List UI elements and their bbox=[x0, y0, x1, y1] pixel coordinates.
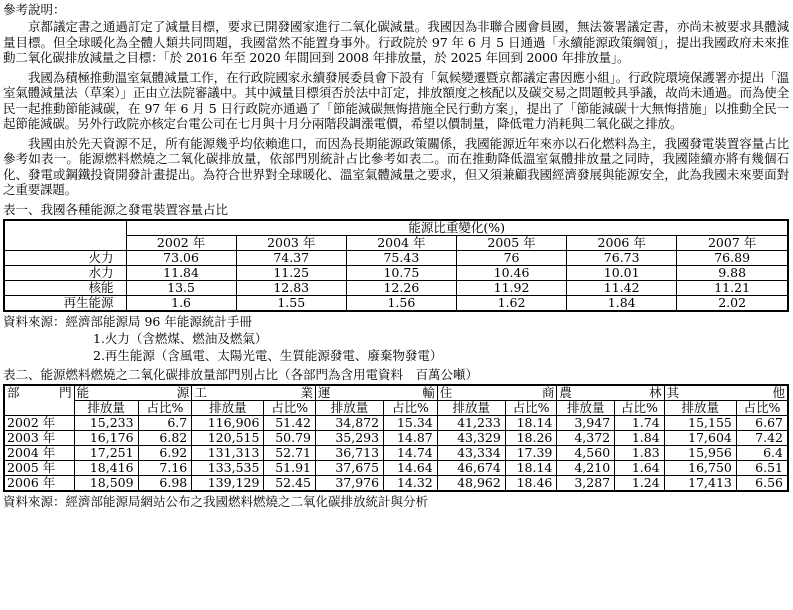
table1-year-header: 2007 年 bbox=[677, 235, 788, 250]
table2-cell: 7.42 bbox=[736, 430, 788, 445]
table2-cell: 3,947 bbox=[557, 415, 615, 430]
table2-subheader-row bbox=[4, 400, 788, 415]
paragraph-energy: 我國由於先天資源不足，所有能源幾乎均依賴進口，而因為長期能源政策關係，我國能源近年來亦以石化燃料為主，我國發電裝置容量占比參考如表一。能源燃料燃燒之二氧化碳排放量，依部門別統計占比參考如表二。而在推動降低溫室氣體排放量之同時，我國陸續亦將有幾個石化、發電或鋼鐵投資開發計畫提出。為符合世界對全球暖化、溫室氣體減量之要求，但又須兼顧我國經濟發展與能源安全，此為我國未來要面對之重要課題。 bbox=[3, 135, 789, 197]
table2-cell: 50.79 bbox=[264, 430, 316, 445]
table1-cell: 11.21 bbox=[677, 280, 788, 295]
table2-cell: 17,413 bbox=[664, 475, 736, 491]
table2-cell: 18.46 bbox=[505, 475, 557, 491]
table1-group-header-row bbox=[4, 220, 788, 236]
table2-cell: 43,329 bbox=[437, 430, 505, 445]
table2-cell: 14.64 bbox=[384, 460, 438, 475]
table2-cell: 52.45 bbox=[264, 475, 316, 491]
table1-cell: 10.01 bbox=[567, 265, 677, 280]
table2-cell: 18.26 bbox=[505, 430, 557, 445]
table2-cell: 15,155 bbox=[664, 415, 736, 430]
sector-char: 商 bbox=[541, 384, 555, 400]
table2-cell: 17.39 bbox=[505, 445, 557, 460]
table2-subheader-pct: 占比% bbox=[264, 400, 316, 415]
table2-corner-mid: 門 bbox=[59, 384, 72, 400]
table2-cell: 35,293 bbox=[316, 430, 384, 445]
table2-cell: 43,334 bbox=[437, 445, 505, 460]
table2-subheader-amount: 排放量 bbox=[192, 400, 264, 415]
table1-year-header: 2004 年 bbox=[346, 235, 456, 250]
table2-sector-row bbox=[4, 385, 788, 401]
table1-cell: 10.46 bbox=[456, 265, 566, 280]
table2-cell: 1.74 bbox=[615, 415, 665, 430]
sector-char: 能 bbox=[76, 384, 90, 400]
table1-note: 2.再生能源（含風電、太陽光電、生質能源發電、廢棄物發電） bbox=[93, 347, 443, 363]
table2-row-year: 2003 年 bbox=[4, 430, 74, 445]
table2-cell: 1.84 bbox=[615, 430, 665, 445]
table1-cell: 11.42 bbox=[567, 280, 677, 295]
table2-cell: 6.67 bbox=[736, 415, 788, 430]
sector-char: 住 bbox=[439, 384, 453, 400]
table1-cell: 13.5 bbox=[126, 280, 236, 295]
table2-cell: 6.7 bbox=[138, 415, 192, 430]
table2-cell: 6.4 bbox=[736, 445, 788, 460]
table2-cell: 18,416 bbox=[74, 460, 138, 475]
table2-sector-header bbox=[316, 385, 438, 401]
table2-subheader-amount: 排放量 bbox=[316, 400, 384, 415]
table1-note: 1.火力（含燃煤、燃油及燃氣） bbox=[93, 330, 268, 346]
table2-cell: 36,713 bbox=[316, 445, 384, 460]
table2-subheader-pct: 占比% bbox=[138, 400, 192, 415]
table2-subheader-pct: 占比% bbox=[615, 400, 665, 415]
table2-subheader-amount: 排放量 bbox=[437, 400, 505, 415]
table2-cell: 6.92 bbox=[138, 445, 192, 460]
sector-char: 林 bbox=[649, 384, 662, 400]
table2-subheader-amount: 排放量 bbox=[557, 400, 615, 415]
table2-cell: 18.14 bbox=[505, 415, 557, 430]
sector-char: 輸 bbox=[422, 384, 435, 400]
sector-char: 運 bbox=[318, 384, 331, 400]
table2-cell: 51.91 bbox=[264, 460, 316, 475]
table2-cell: 15,233 bbox=[74, 415, 138, 430]
sector-char: 業 bbox=[300, 384, 314, 400]
document-body bbox=[3, 2, 789, 510]
table1-year-header: 2002 年 bbox=[126, 235, 236, 250]
table1-cell: 1.56 bbox=[346, 295, 456, 311]
table1-cell: 11.92 bbox=[456, 280, 566, 295]
table1-cell: 12.83 bbox=[236, 280, 346, 295]
table2-source: 資料來源：經濟部能源局網站公布之我國燃料燃燒之二氧化碳排放統計與分析 bbox=[3, 493, 429, 509]
table1-cell: 76.73 bbox=[567, 250, 677, 265]
table2-cell: 131,313 bbox=[192, 445, 264, 460]
table2-cell: 14.32 bbox=[384, 475, 438, 491]
table1-row-label: 再生能源 bbox=[4, 295, 126, 311]
table2-cell: 16,750 bbox=[664, 460, 736, 475]
section-heading: 參考說明： bbox=[3, 2, 66, 17]
table2-cell: 1.83 bbox=[615, 445, 665, 460]
table2-cell: 14.87 bbox=[384, 430, 438, 445]
table2-cell: 51.42 bbox=[264, 415, 316, 430]
table2-subheader-pct: 占比% bbox=[505, 400, 557, 415]
table2-row bbox=[4, 430, 788, 445]
table2-sector-header bbox=[74, 385, 192, 401]
paragraph-kyoto: 京都議定書之通過訂定了減量目標，要求已開發國家進行二氧化碳減量。我國因為非聯合國會員國，無法簽署議定書，亦尚未被要求具體減量目標。但全球暖化為全體人類共同問題，我國當然不能置身事外。行政院於 97 年 6 月 5 日通過「永續能源政策綱領」，提出我國政府未來推動二氧化碳排放減量之目標：「於 2016 年至 2020 年間回到 2008 年排放量，於 2025 年回到 2000 年排放量」。 bbox=[3, 19, 789, 65]
table2-cell: 7.16 bbox=[138, 460, 192, 475]
table2-sector-header bbox=[192, 385, 316, 401]
table2-cell: 52.71 bbox=[264, 445, 316, 460]
table2-cell: 14.74 bbox=[384, 445, 438, 460]
table2-row-year: 2002 年 bbox=[4, 415, 74, 430]
table2-subheader-amount: 排放量 bbox=[74, 400, 138, 415]
table1-body bbox=[4, 250, 788, 311]
table2-corner-top: 部 bbox=[7, 384, 20, 400]
table1-cell: 74.37 bbox=[236, 250, 346, 265]
table2-cell: 41,233 bbox=[437, 415, 505, 430]
table2-sector-header bbox=[557, 385, 664, 401]
table1-row bbox=[4, 280, 788, 295]
table2-row bbox=[4, 415, 788, 430]
table1-source: 資料來源：經濟部能源局 96 年能源統計手冊 bbox=[3, 313, 252, 329]
table1-cell: 9.88 bbox=[677, 265, 788, 280]
table2-cell: 6.98 bbox=[138, 475, 192, 491]
table2-corner-cell bbox=[4, 385, 74, 416]
table1-cell: 1.55 bbox=[236, 295, 346, 311]
table2-cell: 18.14 bbox=[505, 460, 557, 475]
table2-cell: 16,176 bbox=[74, 430, 138, 445]
table2-cell: 120,515 bbox=[192, 430, 264, 445]
table1-cell: 2.02 bbox=[677, 295, 788, 311]
sector-char: 其 bbox=[666, 384, 680, 400]
table1-cell: 76.89 bbox=[677, 250, 788, 265]
table1-cell: 1.62 bbox=[456, 295, 566, 311]
table2-cell: 17,251 bbox=[74, 445, 138, 460]
table2-cell: 4,372 bbox=[557, 430, 615, 445]
table1-row bbox=[4, 265, 788, 280]
table2-cell: 3,287 bbox=[557, 475, 615, 491]
table2-cell: 18,509 bbox=[74, 475, 138, 491]
table2-corner-label bbox=[7, 386, 72, 400]
table2-row bbox=[4, 475, 788, 491]
table1-row bbox=[4, 295, 788, 311]
table2-cell: 15.34 bbox=[384, 415, 438, 430]
table1-cell: 11.25 bbox=[236, 265, 346, 280]
table2-cell: 17,604 bbox=[664, 430, 736, 445]
table2-subheader-pct: 占比% bbox=[736, 400, 788, 415]
table1-cell: 12.26 bbox=[346, 280, 456, 295]
table2-cell: 48,962 bbox=[437, 475, 505, 491]
table1-cell: 1.6 bbox=[126, 295, 236, 311]
table1-cell: 1.84 bbox=[567, 295, 677, 311]
table1-row bbox=[4, 250, 788, 265]
table1-group-header: 能源比重變化(%) bbox=[126, 220, 788, 236]
table1-row-label: 火力 bbox=[4, 250, 126, 265]
table2-cell: 34,872 bbox=[316, 415, 384, 430]
table1-cell: 76 bbox=[456, 250, 566, 265]
table2-cell: 4,560 bbox=[557, 445, 615, 460]
table2-cell: 1.64 bbox=[615, 460, 665, 475]
table2-cell: 139,129 bbox=[192, 475, 264, 491]
table2-title: 表二、能源燃料燃燒之二氧化碳排放量部門別占比（各部門為含用電資料 百萬公噸） bbox=[3, 366, 479, 382]
sector-char: 源 bbox=[176, 384, 190, 400]
table2-subheader-pct: 占比% bbox=[384, 400, 438, 415]
table2-cell: 6.56 bbox=[736, 475, 788, 491]
table1-year-header: 2003 年 bbox=[236, 235, 346, 250]
table2-cell: 133,535 bbox=[192, 460, 264, 475]
table2-cell: 6.51 bbox=[736, 460, 788, 475]
table1-year-header: 2005 年 bbox=[456, 235, 566, 250]
table1-year-header: 2006 年 bbox=[567, 235, 677, 250]
table2-sector-header bbox=[437, 385, 557, 401]
sector-char: 工 bbox=[194, 384, 207, 400]
table2-cell: 46,674 bbox=[437, 460, 505, 475]
table1-cell: 11.84 bbox=[126, 265, 236, 280]
table2-row-year: 2006 年 bbox=[4, 475, 74, 491]
table2-cell: 15,956 bbox=[664, 445, 736, 460]
table2-cell: 4,210 bbox=[557, 460, 615, 475]
table1 bbox=[3, 219, 789, 312]
table2-cell: 6.82 bbox=[138, 430, 192, 445]
table2-cell: 37,675 bbox=[316, 460, 384, 475]
table2-cell: 116,906 bbox=[192, 415, 264, 430]
table1-cell: 10.75 bbox=[346, 265, 456, 280]
table2-sector-header bbox=[664, 385, 788, 401]
table1-cell: 75.43 bbox=[346, 250, 456, 265]
table2-subheader-amount: 排放量 bbox=[664, 400, 736, 415]
table1-row-label: 水力 bbox=[4, 265, 126, 280]
sector-char: 他 bbox=[772, 384, 785, 400]
table2-row-year: 2005 年 bbox=[4, 460, 74, 475]
table1-corner-cell bbox=[4, 220, 126, 251]
table2-cell: 1.24 bbox=[615, 475, 665, 491]
table2-cell: 37,976 bbox=[316, 475, 384, 491]
table2 bbox=[3, 384, 789, 492]
sector-char: 農 bbox=[559, 384, 572, 400]
table2-row bbox=[4, 460, 788, 475]
table2-body bbox=[4, 415, 788, 491]
table2-row-year: 2004 年 bbox=[4, 445, 74, 460]
table1-cell: 73.06 bbox=[126, 250, 236, 265]
table1-row-label: 核能 bbox=[4, 280, 126, 295]
table1-title: 表一、我國各種能源之發電裝置容量占比 bbox=[3, 201, 229, 217]
table2-row bbox=[4, 445, 788, 460]
paragraph-policy: 我國為積極推動溫室氣體減量工作，在行政院國家永續發展委員會下設有「氣候變遷暨京都議定書因應小組」。行政院環境保護署亦提出「溫室氣體減量法（草案）」正由立法院審議中。其中減量目標須否於法中訂定，排放額度之核配以及碳交易之問題較具爭議，故尚未通過。而為使全民一起推動節能減碳，在 97 年 6 月 5 日行政院亦通過了「節能減碳無悔措施全民行動方案」，提出了「節能減碳十大無悔措施」以推動全民一起節能減碳。另外行政院亦核定台電公司在七月與十月分兩階段調漲電價，希望以價制量，降低電力消耗與二氧化碳之排放。 bbox=[3, 69, 789, 131]
